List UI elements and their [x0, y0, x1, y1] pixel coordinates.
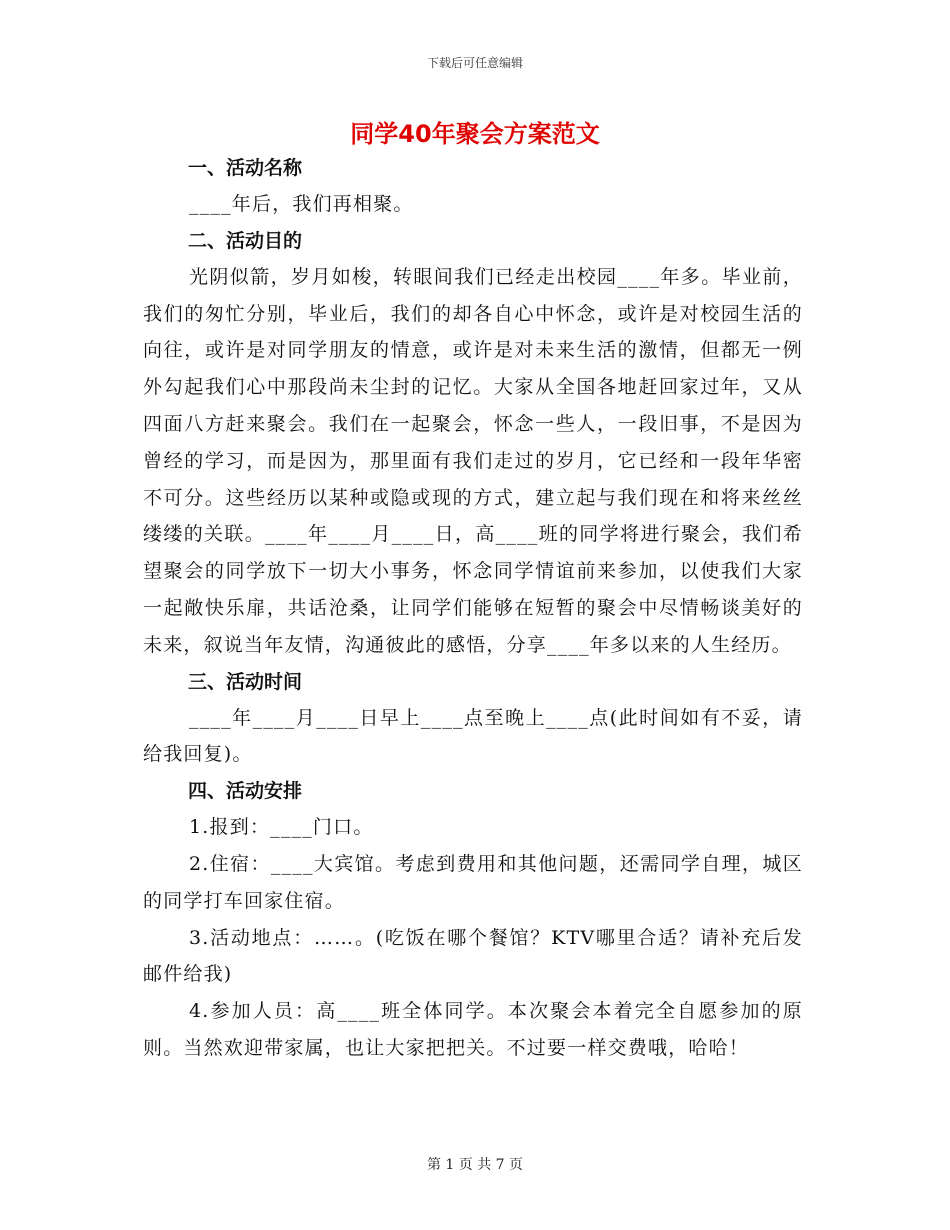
section-heading-name: 一、活动名称	[188, 157, 303, 179]
section-heading-time: 三、活动时间	[188, 670, 303, 693]
paragraph-lodging: 2.住宿：____大宾馆。考虑到费用和其他问题，还需同学自理，城区的同学打车回家住宿。	[143, 852, 803, 912]
paragraph-activity-time: ____年____月____日早上____点至晚上____点(此时间如有不妥，请给我回复)。	[143, 706, 803, 766]
paragraph-registration: 1.报到：____门口。	[189, 816, 374, 839]
section-heading-purpose: 二、活动目的	[188, 229, 303, 252]
page-header: 下载后可任意编辑	[426, 56, 523, 70]
document-title: 同学40年聚会方案范文	[350, 120, 600, 148]
section-heading-arrangement: 四、活动安排	[188, 780, 303, 803]
paragraph-activity-name: ____年后，我们再相聚。	[189, 193, 414, 215]
document-body	[143, 150, 803, 1067]
paragraph-venue: 3.活动地点：……。(吃饭在哪个餐馆？KTV哪里合适？请补充后发邮件给我)	[143, 926, 803, 986]
paragraph-activity-purpose: 光阴似箭，岁月如梭，转眼间我们已经走出校园____年多。毕业前，我们的匆忙分别，毕业后，我们的却各自心中怀念，或许是对校园生活的向往，或许是对同学朋友的情意，或许是对未来生活的激情，但都无一例外勾起我们心中那段尚未尘封的记忆。大家从全国各地赶回家过年，又从四面八方赶来聚会。我们在一起聚会，怀念一些人，一段旧事，不是因为曾经的学习，而是因为，那里面有我们走过的岁月，它已经和一段年华密不可分。这些经历以某种或隐或现的方式，建立起与我们现在和将来丝丝缕缕的关联。____年____月____日，高____班的同学将进行聚会，我们希望聚会的同学放下一切大小事务，怀念同学情谊前来参加，以使我们大家一起敞快乐扉，共话沧桑，让同学们能够在短暂的聚会中尽情畅谈美好的未来，叙说当年友情，沟通彼此的感悟，分享____年多以来的人生经历。	[143, 265, 803, 656]
paragraph-participants: 4.参加人员：高____班全体同学。本次聚会本着完全自愿参加的原则。当然欢迎带家属，也让大家把把关。不过要一样交费哦，哈哈！	[143, 1000, 803, 1059]
page-footer: 第 1 页 共 7 页	[426, 1157, 524, 1173]
